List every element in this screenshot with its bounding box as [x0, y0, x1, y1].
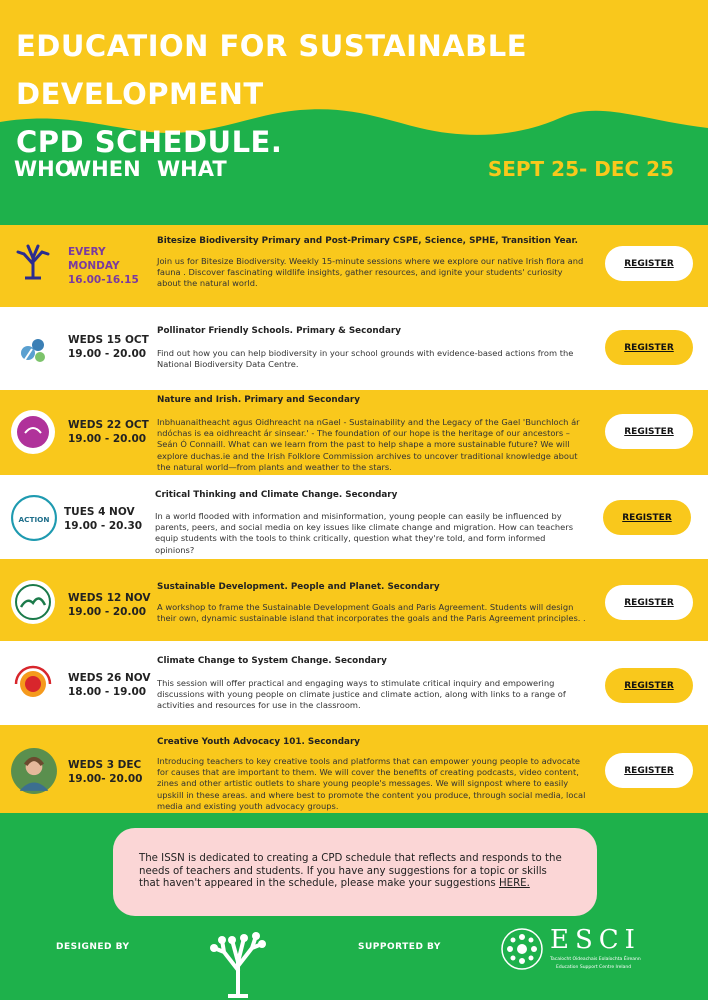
session-description: This session will offer practical and engaging ways to stimulate critical inquiry and empowering discussions with young people on climate justice and climate action, along with links to a range of activities and resources for use in the classroom. — [157, 678, 566, 711]
trocaire-justice-icon — [10, 661, 56, 707]
suggestion-note — [113, 828, 597, 916]
session-when: WEDS 12 NOV 19.00 - 20.00 — [68, 592, 151, 618]
session-when: EVERY MONDAY 16.00-16.15 — [68, 246, 139, 286]
session-description: Inbhuanaitheacht agus Oidhreacht na nGael - Sustainability and the Legacy of the Gael 'Bunchloch ár ndóchas is ea oidhreacht ár sinsear.' - The foundation of our hope is the heritage of our ancestors – Seán Ó Connaill. What can we learn from the past to help shape a more sustainable future? We will explore duchas.ie and the Irish Folklore Commission archives to uncover traditional knowledge about the natural world—from plants and weather to the stars. — [157, 417, 580, 472]
sustainable-island-icon — [10, 579, 56, 625]
esci-emblem-icon — [500, 927, 544, 971]
title-line-1: EDUCATION FOR SUSTAINABLE DEVELOPMENT — [16, 29, 528, 111]
session-when: WEDS 26 NOV 18.00 - 19.00 — [68, 672, 151, 698]
session-description: A workshop to frame the Sustainable Development Goals and Paris Agreement. Students will design their own, dynamic sustainable island that incorporates the goals and the Paris Agreement principles. . — [157, 602, 586, 624]
issn-tree-logo — [198, 918, 278, 998]
session-row — [0, 641, 708, 725]
session-title: Climate Change to System Change. Secondary — [157, 656, 387, 666]
session-title: Bitesize Biodiversity Primary and Post-Primary CSPE, Science, SPHE, Transition Year. — [157, 236, 578, 246]
register-button[interactable]: REGISTER — [605, 753, 693, 788]
climate-action-club-icon — [10, 494, 58, 542]
svg-text:ACTION: ACTION — [18, 515, 50, 525]
session-title: Sustainable Development. People and Planet. Secondary — [157, 582, 440, 592]
session-row — [0, 475, 708, 559]
session-when: WEDS 3 DEC 19.00- 20.00 — [68, 759, 143, 785]
page-title — [16, 22, 696, 166]
session-title: Creative Youth Advocacy 101. Secondary — [157, 737, 361, 747]
column-what: WHAT — [157, 157, 227, 181]
column-when: WHEN — [68, 157, 141, 181]
session-title: Pollinator Friendly Schools. Primary & Secondary — [157, 326, 401, 336]
date-range: SEPT 25- DEC 25 — [487, 157, 674, 181]
nature-irish-icon — [10, 409, 56, 455]
session-row — [0, 725, 708, 813]
register-button[interactable]: REGISTER — [603, 500, 691, 535]
speaker-portrait-icon — [10, 747, 58, 795]
designed-by-label: DESIGNED BY — [56, 942, 130, 952]
session-title: Nature and Irish. Primary and Secondary — [157, 395, 360, 405]
title-line-2: CPD SCHEDULE. — [16, 125, 283, 159]
esci-name: ESCI — [550, 925, 641, 955]
column-who: WHO — [14, 157, 73, 181]
session-when: TUES 4 NOV 19.00 - 20.30 — [64, 506, 143, 532]
suggestions-link[interactable]: HERE. — [498, 878, 530, 890]
session-row — [0, 225, 708, 307]
esci-irish-name: Tacaíocht Oideachais Eolaíochta Éireann — [550, 957, 641, 962]
esci-logo — [500, 925, 665, 975]
register-button[interactable]: REGISTER — [605, 246, 693, 281]
session-title: Critical Thinking and Climate Change. Secondary — [155, 490, 398, 500]
session-description: Introducing teachers to key creative tools and platforms that can empower young people to advocate for causes that are important to them. We will cover the benefits of creating podcasts, video content, zines and other artistic outlets to share young people's messages. We will signpost where to easily upskill in these areas. and where best to promote the content you produce, through social media, local media and existing youth advocacy groups. — [157, 756, 586, 811]
supported-by-label: SUPPORTED BY — [358, 942, 441, 952]
register-button[interactable]: REGISTER — [605, 330, 693, 365]
register-button[interactable]: REGISTER — [605, 668, 693, 703]
header — [0, 0, 708, 225]
session-when: WEDS 15 OCT 19.00 - 20.00 — [68, 334, 149, 360]
session-description: In a world flooded with information and misinformation, young people can easily be influenced by parents, peers, and social media on key issues like climate change and migration. How can teachers equip students with the tools to think critically, question what they're told, and form informed opinions? — [155, 511, 574, 555]
register-button[interactable]: REGISTER — [605, 414, 693, 449]
pollinator-icon — [10, 327, 56, 373]
register-button[interactable]: REGISTER — [605, 585, 693, 620]
esci-english-name: Education Support Centre Ireland — [556, 965, 632, 970]
session-row — [0, 390, 708, 475]
session-row — [0, 307, 708, 390]
suggestion-text: The ISSN is dedicated to creating a CPD schedule that reflects and responds to the needs of teachers and students. If you have any suggestions for a topic or skills that haven't appeared in the schedule, please make your suggestions HERE. — [139, 853, 562, 890]
session-row — [0, 559, 708, 641]
session-description: Find out how you can help biodiversity in your school grounds with evidence-based actions from the National Biodiversity Data Centre. — [157, 348, 574, 370]
session-description: Join us for Bitesize Biodiversity. Weekly 15-minute sessions where we explore our native Irish flora and fauna . Discover fascinating wildlife insights, gather resources, and ignite your students' curiosity about the natural world. — [157, 256, 584, 289]
session-when: WEDS 22 OCT 19.00 - 20.00 — [68, 419, 149, 445]
tree-biodiversity-icon — [10, 238, 56, 284]
